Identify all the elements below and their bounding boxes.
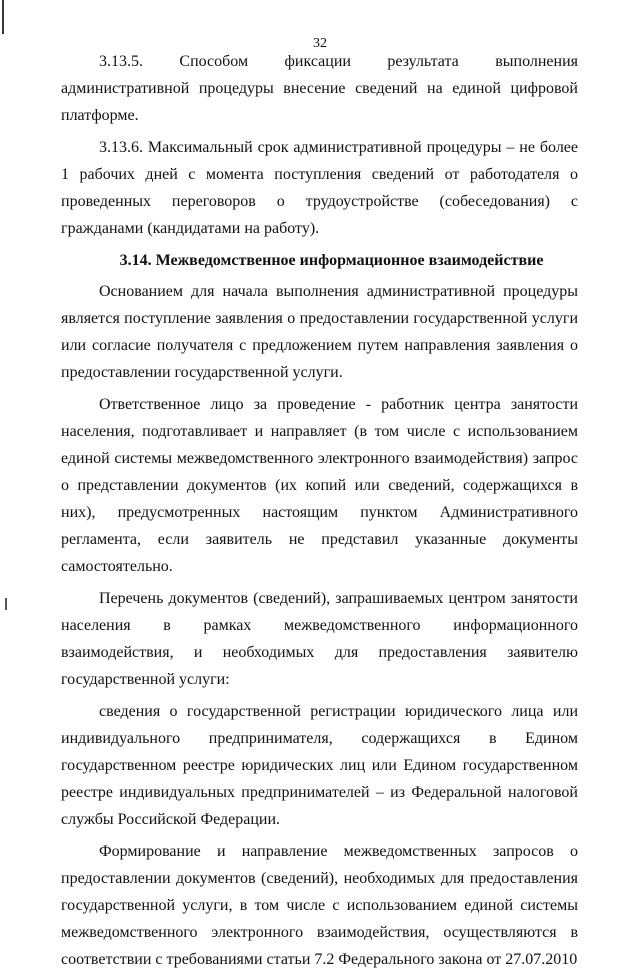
- page-number: 32: [313, 36, 327, 51]
- scan-artifact-mark: [5, 598, 7, 610]
- scan-edge-line: [2, 0, 4, 34]
- document-body: [61, 48, 578, 978]
- paragraph-registration-info: сведения о государственной регистрации юридического лица или индивидуального предпринимателя, содержащихся в Едином государственном реестре юридических лиц или Едином государственном реестре индивидуальных предпринимателей – из Федеральной налоговой службы Российской Федерации.: [61, 703, 578, 828]
- paragraph-basis: Основанием для начала выполнения административной процедуры является поступление заявления о предоставлении государственной услуги или согласие получателя с предложением путем направления заявления о предоставлении государственной услуги.: [61, 283, 578, 381]
- paragraph-requests-formation: Формирование и направление межведомственных запросов о предоставлении документов (сведений), необходимых для предоставления государственной услуги, в том числе с использованием единой системы межведомственного электронного взаимодействия, осуществляются в соответствии с требованиями статьи 7.2 Федерального закона от 27.07.2010: [61, 843, 578, 968]
- paragraph-responsible-person: Ответственное лицо за проведение - работник центра занятости населения, подготавливает и направляет (в том числе с использованием единой системы межведомственного электронного взаимодействия) запрос о представлении документов (их копий или сведений, содержащихся в них), предусмотренных настоящим пунктом Административного регламента, если заявитель не представил указанные документы самостоятельно.: [61, 396, 578, 575]
- paragraph-3-13-6: 3.13.6. Максимальный срок административной процедуры – не более 1 рабочих дней с момента поступления сведений от работодателя о проведенных переговоров о трудоустройстве (собеседования) с гражданами (кандидатами на работу).: [61, 139, 578, 237]
- section-heading-3-14: 3.14. Межведомственное информационное взаимодействие: [119, 252, 544, 269]
- paragraph-documents-list: Перечень документов (сведений), запрашиваемых центром занятости населения в рамках межведомственного информационного взаимодействия, и необходимых для предоставления заявителю государственной услуги:: [61, 590, 578, 688]
- paragraph-3-13-5: 3.13.5. Способом фиксации результата выполнения административной процедуры внесение сведений на единой цифровой платформе.: [61, 53, 578, 124]
